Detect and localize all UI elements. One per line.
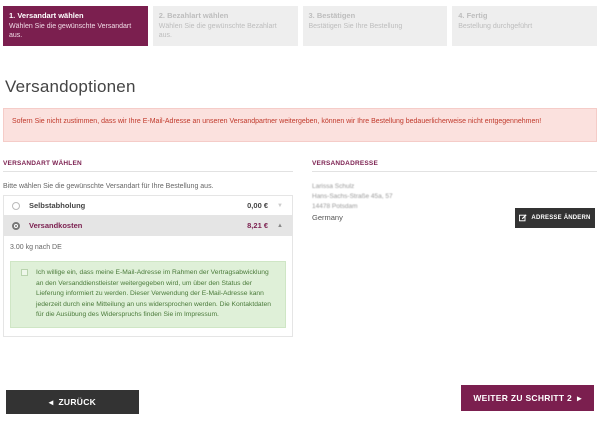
step-payment[interactable] <box>153 6 298 46</box>
option-label: Selbstabholung <box>29 201 86 210</box>
radio-button[interactable] <box>12 202 20 210</box>
step-title: 4. Fertig <box>458 11 488 20</box>
shipping-weight: 3.00 kg nach DE <box>10 244 62 251</box>
next-label: WEITER ZU SCHRITT 2 <box>473 393 573 403</box>
option-price: 8,21 € <box>247 221 268 230</box>
option-price: 0,00 € <box>247 201 268 210</box>
consent-checkbox[interactable] <box>21 269 28 276</box>
shipping-method-section <box>3 160 293 337</box>
chevron-down-icon[interactable]: ▼ <box>277 202 283 209</box>
chevron-left-icon: ◂ <box>48 396 54 407</box>
change-address-label: ADRESSE ÄNDERN <box>531 215 591 221</box>
consent-text: Ich willige ein, dass meine E-Mail-Adresse im Rahmen der Vertragsabwicklung an den Versanddienstleister weitergegeben wird, um über den Status der Lieferung informiert zu werden. Dieser Verwendung der E-Mail-Adresse kann jederzeit durch eine Mitteilung an uns widersprochen werden. Die Kontaktdaten für die Ausübung des Widerspruchs finden Sie im Impressum. <box>36 269 271 318</box>
step-confirm[interactable] <box>303 6 448 46</box>
address-block <box>312 182 597 242</box>
next-step-button[interactable] <box>461 385 594 411</box>
shipping-option-delivery[interactable] <box>3 215 293 236</box>
address-country: Germany <box>312 213 343 222</box>
checkout-steps <box>3 6 597 46</box>
shipping-option-pickup[interactable] <box>3 195 293 216</box>
edit-icon <box>519 214 527 222</box>
option-label: Versandkosten <box>29 221 83 230</box>
step-shipping[interactable] <box>3 6 148 46</box>
step-title: 1. Versandart wählen <box>9 11 84 20</box>
shipping-method-heading: VERSANDART WÄHLEN <box>3 160 293 172</box>
consent-alert: Sofern Sie nicht zustimmen, dass wir Ihre E-Mail-Adresse an unseren Versandpartner weitergeben, können wir Ihre Bestellung bedauerlicherweise nicht entgegennehmen! <box>3 108 597 142</box>
radio-button[interactable] <box>12 222 20 230</box>
shipping-intro: Bitte wählen Sie die gewünschte Versandart für Ihre Bestellung aus. <box>3 183 214 190</box>
back-button[interactable] <box>6 390 139 414</box>
page-title: Versandoptionen <box>5 77 136 96</box>
step-desc: Wählen Sie die gewünschte Versandart aus. <box>9 23 132 39</box>
address-street: Hans-Sachs-Straße 45a, 57 <box>312 193 393 200</box>
shipping-details <box>3 236 293 337</box>
step-desc: Bestätigen Sie Ihre Bestellung <box>308 23 403 30</box>
change-address-button[interactable] <box>515 208 595 228</box>
shipping-address-section <box>312 160 597 242</box>
back-label: ZURÜCK <box>58 397 97 407</box>
address-city: 14478 Potsdam <box>312 203 358 210</box>
step-done[interactable] <box>452 6 597 46</box>
address-name: Larissa Schulz <box>312 183 355 190</box>
step-title: 3. Bestätigen <box>308 11 356 20</box>
step-title: 2. Bezahlart wählen <box>158 11 229 20</box>
step-desc: Wählen Sie die gewünschte Bezahlart aus. <box>158 23 277 39</box>
email-consent-box <box>10 261 286 328</box>
shipping-address-heading: VERSANDADRESSE <box>312 160 597 172</box>
chevron-up-icon[interactable]: ▲ <box>277 222 283 229</box>
chevron-right-icon: ▸ <box>577 392 582 403</box>
step-desc: Bestellung durchgeführt <box>458 23 533 30</box>
